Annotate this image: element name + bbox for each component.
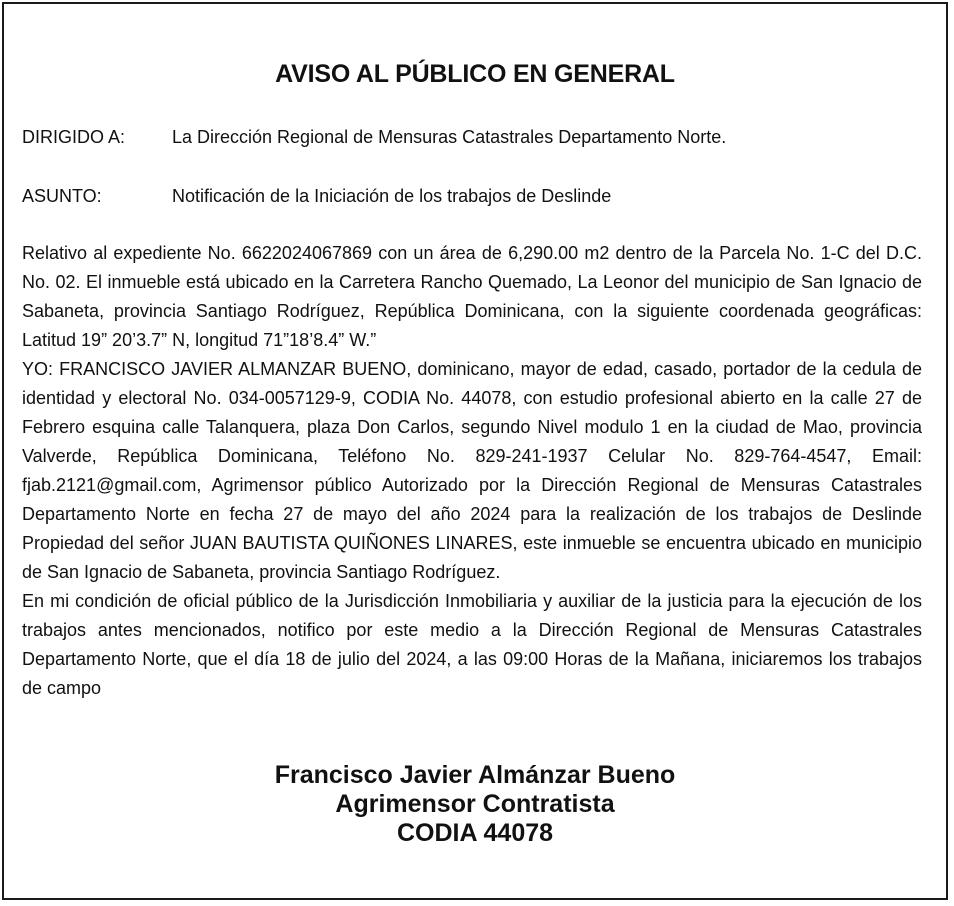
signature-block [4, 761, 946, 848]
body-paragraph-property: Relativo al expediente No. 6622024067869 con un área de 6,290.00 m2 dentro de la Parcela No. 1-C del D.C. No. 02. El inmueble está ubicado en la Carretera Rancho Quemado, La Leonor del municipio de San Ignacio de Sabaneta, provincia Santiago Rodríguez, República Dominicana, con la siguiente coordenada geográficas: Latitud 19” 20’3.7” N, longitud 71”18’8.4” W.” [22, 243, 922, 350]
public-notice [2, 2, 948, 900]
signature-codia: CODIA 44078 [396, 819, 554, 847]
addressed-to-value: La Dirección Regional de Mensuras Catastrales Departamento Norte. [172, 127, 727, 147]
signature-name: Francisco Javier Almánzar Bueno [274, 761, 676, 789]
subject-row [22, 184, 928, 208]
body-paragraph-surveyor: YO: FRANCISCO JAVIER ALMANZAR BUENO, dominicano, mayor de edad, casado, portador de la cedula de identidad y electoral No. 034-0057129-9, CODIA No. 44078, con estudio profesional abierto en la calle 27 de Febrero esquina calle Talanquera, plaza Don Carlos, segundo Nivel modulo 1 en la ciudad de Mao, provincia Valverde, República Dominicana, Teléfono No. 829-241-1937 Celular No. 829-764-4547, Email: fjab.2121@gmail.com, Agrimensor público Autorizado por la Dirección Regional de Mensuras Catastrales Departamento Norte en fecha 27 de mayo del año 2024 para la realización de los trabajos de Deslinde Propiedad del señor JUAN BAUTISTA QUIÑONES LINARES, este inmueble se encuentra ubicado en municipio de San Ignacio de Sabaneta, provincia Santiago Rodríguez. [22, 359, 922, 582]
signature-role: Agrimensor Contratista [335, 790, 615, 818]
subject-value: Notificación de la Iniciación de los trabajos de Deslinde [172, 186, 612, 206]
addressed-to-label: DIRIGIDO A: [22, 127, 126, 147]
notice-title: AVISO AL PÚBLICO EN GENERAL [275, 60, 675, 88]
notice-body [22, 239, 922, 703]
addressed-to-row [22, 125, 928, 149]
subject-label: ASUNTO: [22, 186, 102, 206]
body-paragraph-notification: En mi condición de oficial público de la Jurisdicción Inmobiliaria y auxiliar de la justicia para la ejecución de los trabajos antes mencionados, notifico por este medio a la Dirección Regional de Mensuras Catastrales Departamento Norte, que el día 18 de julio del 2024, a las 09:00 Horas de la Mañana, iniciaremos los trabajos de campo [22, 591, 922, 698]
